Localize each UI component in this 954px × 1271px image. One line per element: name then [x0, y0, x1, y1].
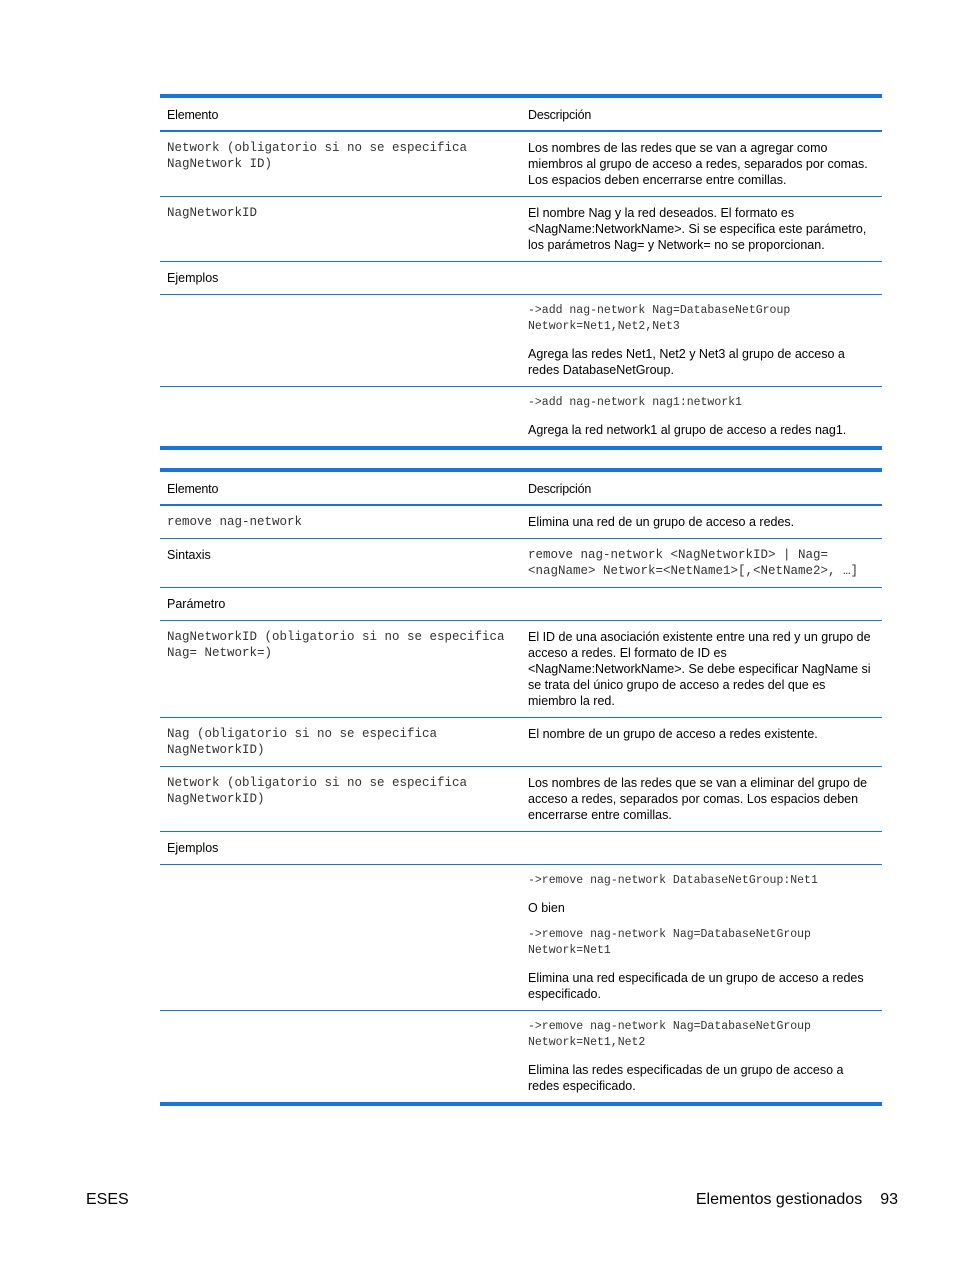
description-cell: Elimina una red de un grupo de acceso a redes. — [528, 515, 795, 529]
table-add-nag-network — [160, 94, 882, 450]
description-cell: El ID de una asociación existente entre una red y un grupo de acceso a redes. El formato de ID es <NagName:NetworkName>. Se debe especificar NagName si se trata del único grupo de acceso a redes del que es miembro la red. — [528, 630, 871, 708]
section-label: Parámetro — [167, 597, 226, 611]
header-description: Descripción — [528, 482, 592, 496]
example-code: ->remove nag-network DatabaseNetGroup:Net1 — [528, 874, 818, 887]
footer-locale: ESES — [86, 1191, 129, 1208]
example-row — [160, 865, 882, 1011]
footer-section-title: Elementos gestionados — [695, 1191, 863, 1208]
syntax-cell: remove nag-network <NagNetworkID> | Nag=<nagName> Network=<NetName1>[,<NetName2>, …] — [528, 548, 859, 578]
section-label: Ejemplos — [167, 271, 219, 285]
example-text: Agrega las redes Net1, Net2 y Net3 al grupo de acceso a redes DatabaseNetGroup. — [528, 347, 845, 377]
example-or: O bien — [528, 901, 565, 915]
header-description: Descripción — [528, 108, 592, 122]
description-cell: Los nombres de las redes que se van a agregar como miembros al grupo de acceso a redes, separados por comas. Los espacios deben encerrarse entre comillas. — [528, 141, 868, 187]
example-code: ->remove nag-network Nag=DatabaseNetGroup Network=Net1 — [528, 928, 818, 957]
example-cell — [521, 387, 882, 449]
section-row-examples — [160, 832, 882, 865]
table-row — [160, 505, 882, 539]
element-cell: NagNetworkID (obligatorio si no se especifica Nag= Network=) — [167, 630, 513, 660]
description-cell: Los nombres de las redes que se van a eliminar del grupo de acceso a redes, separados por comas. Los espacios deben encerrarse entre comillas. — [528, 776, 868, 822]
table-remove-nag-network — [160, 468, 882, 1106]
table-row — [160, 621, 882, 718]
table-header — [160, 470, 882, 505]
example-text: Agrega la red network1 al grupo de acceso a redes nag1. — [528, 423, 847, 437]
table-header — [160, 96, 882, 131]
command-cell: remove nag-network — [167, 515, 303, 529]
description-cell: El nombre Nag y la red deseados. El formato es <NagName:NetworkName>. Si se especifica este parámetro, los parámetros Nag= y Network= no se proporcionan. — [528, 206, 867, 252]
section-label: Sintaxis — [167, 548, 211, 562]
example-cell — [521, 865, 882, 1011]
example-cell — [521, 1011, 882, 1105]
footer-section — [696, 1191, 898, 1209]
table-row — [160, 197, 882, 262]
element-cell: Nag (obligatorio si no se especifica NagNetworkID) — [167, 727, 445, 757]
page-number: 93 — [880, 1191, 898, 1208]
example-code: ->add nag-network nag1:network1 — [528, 396, 742, 409]
header-element: Elemento — [167, 482, 219, 496]
table-row — [160, 718, 882, 767]
example-row — [160, 387, 882, 449]
description-cell: El nombre de un grupo de acceso a redes existente. — [528, 727, 818, 741]
example-code: ->add nag-network Nag=DatabaseNetGroup Network=Net1,Net2,Net3 — [528, 304, 798, 333]
example-cell — [521, 295, 882, 387]
example-text: Elimina las redes especificadas de un grupo de acceso a redes especificado. — [528, 1063, 844, 1093]
section-row-parameter — [160, 588, 882, 621]
syntax-row — [160, 539, 882, 588]
header-element: Elemento — [167, 108, 219, 122]
example-row — [160, 1011, 882, 1105]
example-text: Elimina una red especificada de un grupo de acceso a redes especificado. — [528, 971, 864, 1001]
example-code: ->remove nag-network Nag=DatabaseNetGroup Network=Net1,Net2 — [528, 1020, 818, 1049]
section-row-examples — [160, 262, 882, 295]
element-cell: NagNetworkID — [167, 206, 258, 220]
table-row — [160, 767, 882, 832]
element-cell: Network (obligatorio si no se especifica NagNetworkID) — [167, 776, 475, 806]
example-row — [160, 295, 882, 387]
section-label: Ejemplos — [167, 841, 219, 855]
element-cell: Network (obligatorio si no se especifica NagNetwork ID) — [167, 141, 475, 171]
table-row — [160, 131, 882, 197]
